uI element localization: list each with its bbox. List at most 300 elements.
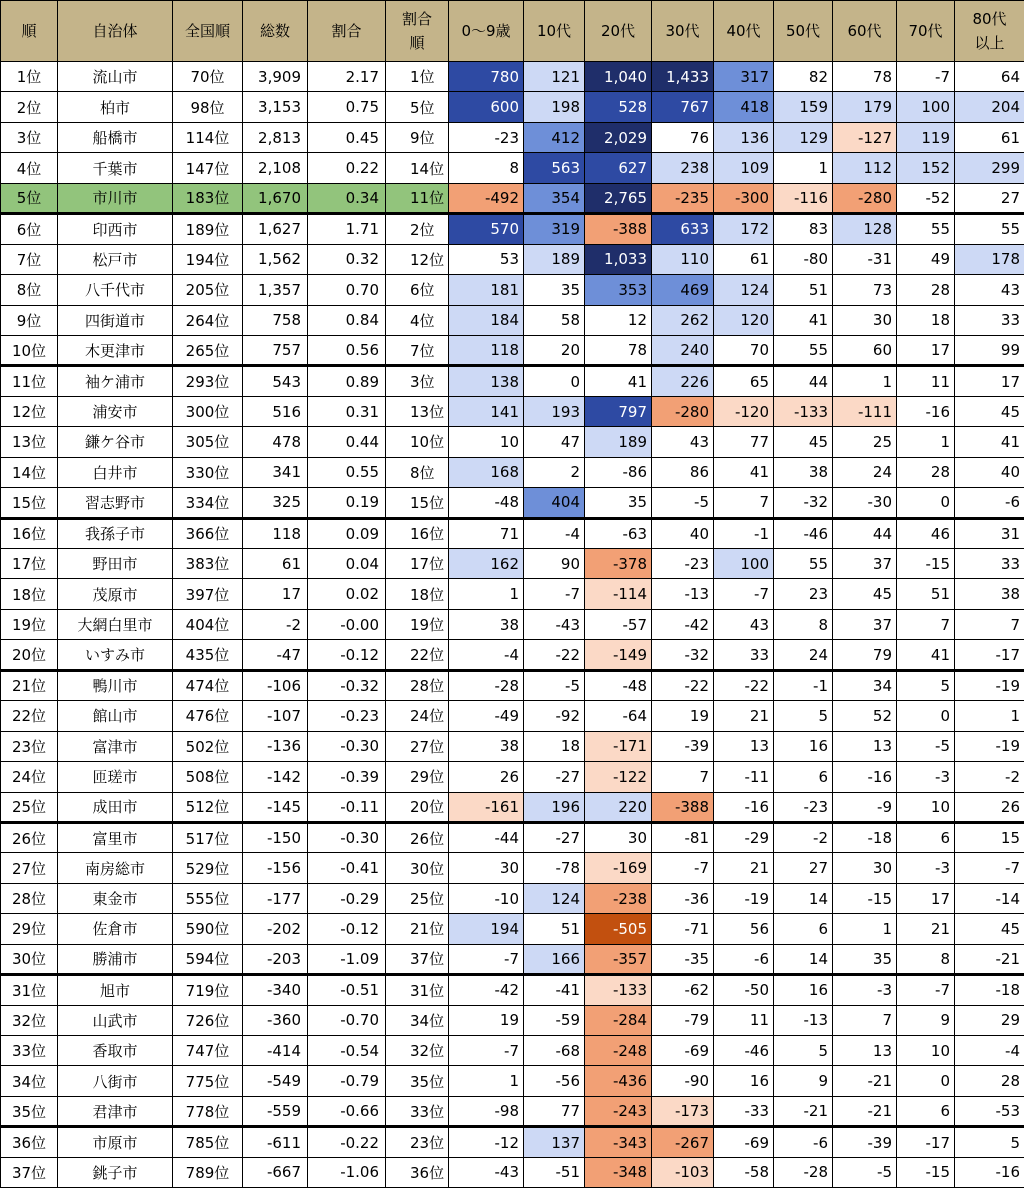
table-cell: 15位 bbox=[386, 488, 449, 518]
table-cell: 25位 bbox=[1, 792, 58, 822]
table-cell: -414 bbox=[243, 1036, 308, 1066]
table-cell: 47 bbox=[524, 427, 585, 457]
table-cell: 789位 bbox=[173, 1157, 243, 1187]
table-cell: 0.04 bbox=[308, 549, 386, 579]
table-cell: -42 bbox=[652, 609, 714, 639]
table-cell: 32位 bbox=[1, 1005, 58, 1035]
table-cell: 35 bbox=[585, 488, 652, 518]
table-cell: 18位 bbox=[1, 579, 58, 609]
table-cell: 17 bbox=[955, 366, 1024, 396]
column-header: 総数 bbox=[243, 1, 308, 62]
table-cell: 0.32 bbox=[308, 244, 386, 274]
table-cell: -611 bbox=[243, 1127, 308, 1157]
table-cell: -79 bbox=[652, 1005, 714, 1035]
table-cell: -18 bbox=[833, 822, 897, 852]
table-cell: -340 bbox=[243, 975, 308, 1005]
table-cell: 17 bbox=[897, 883, 955, 913]
table-cell: 柏市 bbox=[58, 92, 173, 122]
table-cell: -343 bbox=[585, 1127, 652, 1157]
table-cell: -59 bbox=[524, 1005, 585, 1035]
table-cell: -63 bbox=[585, 518, 652, 548]
table-cell: 18 bbox=[897, 305, 955, 335]
table-cell: 633 bbox=[652, 214, 714, 244]
table-cell: -348 bbox=[585, 1157, 652, 1187]
table-cell: 319 bbox=[524, 214, 585, 244]
table-cell: -86 bbox=[585, 457, 652, 487]
table-cell: 65 bbox=[714, 366, 774, 396]
table-cell: 9 bbox=[897, 1005, 955, 1035]
table-cell: 0.19 bbox=[308, 488, 386, 518]
table-row bbox=[1, 1096, 1024, 1126]
table-row bbox=[1, 975, 1024, 1005]
table-cell: 13位 bbox=[386, 396, 449, 426]
table-cell: 32位 bbox=[386, 1036, 449, 1066]
table-cell: -145 bbox=[243, 792, 308, 822]
table-cell: -5 bbox=[652, 488, 714, 518]
table-cell: 1 bbox=[833, 914, 897, 944]
table-cell: -32 bbox=[774, 488, 833, 518]
table-cell: 18位 bbox=[386, 579, 449, 609]
table-cell: 262 bbox=[652, 305, 714, 335]
table-cell: 300位 bbox=[173, 396, 243, 426]
table-cell: 172 bbox=[714, 214, 774, 244]
table-cell: -13 bbox=[652, 579, 714, 609]
table-cell: 0.02 bbox=[308, 579, 386, 609]
table-cell: -31 bbox=[833, 244, 897, 274]
table-cell: -5 bbox=[524, 670, 585, 700]
table-cell: -7 bbox=[652, 853, 714, 883]
table-cell: 40 bbox=[652, 518, 714, 548]
table-cell: 138 bbox=[449, 366, 524, 396]
table-cell: -43 bbox=[449, 1157, 524, 1187]
table-cell: 397位 bbox=[173, 579, 243, 609]
table-cell: 10 bbox=[897, 1036, 955, 1066]
table-row bbox=[1, 366, 1024, 396]
table-cell: 26 bbox=[449, 762, 524, 792]
table-cell: 33位 bbox=[1, 1036, 58, 1066]
table-cell: 780 bbox=[449, 62, 524, 92]
table-cell: 82 bbox=[774, 62, 833, 92]
table-cell: -5 bbox=[897, 731, 955, 761]
table-cell: 58 bbox=[524, 305, 585, 335]
table-cell: -1 bbox=[714, 518, 774, 548]
table-cell: 78 bbox=[833, 62, 897, 92]
table-cell: -127 bbox=[833, 122, 897, 152]
table-cell: -173 bbox=[652, 1096, 714, 1126]
table-cell: 千葉市 bbox=[58, 153, 173, 183]
table-cell: -114 bbox=[585, 579, 652, 609]
table-cell: 2 bbox=[524, 457, 585, 487]
table-cell: 成田市 bbox=[58, 792, 173, 822]
table-cell: 10 bbox=[449, 427, 524, 457]
table-cell: 34 bbox=[833, 670, 897, 700]
table-cell: 121 bbox=[524, 62, 585, 92]
table-cell: 0.45 bbox=[308, 122, 386, 152]
column-header: 60代 bbox=[833, 1, 897, 62]
table-cell: 21位 bbox=[386, 914, 449, 944]
table-cell: 767 bbox=[652, 92, 714, 122]
table-cell: 旭市 bbox=[58, 975, 173, 1005]
table-cell: -16 bbox=[897, 396, 955, 426]
table-cell: 305位 bbox=[173, 427, 243, 457]
table-cell: -47 bbox=[243, 640, 308, 670]
table-cell: 0.56 bbox=[308, 335, 386, 365]
table-cell: -30 bbox=[833, 488, 897, 518]
table-cell: -22 bbox=[714, 670, 774, 700]
table-cell: 129 bbox=[774, 122, 833, 152]
table-cell: -9 bbox=[833, 792, 897, 822]
table-cell: 189 bbox=[585, 427, 652, 457]
table-cell: 41 bbox=[774, 305, 833, 335]
table-cell: -161 bbox=[449, 792, 524, 822]
table-cell: 9位 bbox=[1, 305, 58, 335]
table-cell: 28 bbox=[897, 275, 955, 305]
table-cell: 23 bbox=[774, 579, 833, 609]
table-cell: 141 bbox=[449, 396, 524, 426]
table-cell: -4 bbox=[524, 518, 585, 548]
table-cell: 28 bbox=[955, 1066, 1024, 1096]
table-cell: 594位 bbox=[173, 944, 243, 974]
column-header: 50代 bbox=[774, 1, 833, 62]
column-header: 順 bbox=[1, 1, 58, 62]
table-cell: 6 bbox=[774, 914, 833, 944]
table-cell: -14 bbox=[955, 883, 1024, 913]
table-cell: 25 bbox=[833, 427, 897, 457]
table-cell: 鴨川市 bbox=[58, 670, 173, 700]
table-cell: -0.29 bbox=[308, 883, 386, 913]
table-cell: -103 bbox=[652, 1157, 714, 1187]
table-cell: 10位 bbox=[386, 427, 449, 457]
table-cell: 40 bbox=[955, 457, 1024, 487]
table-cell: 野田市 bbox=[58, 549, 173, 579]
table-cell: 35 bbox=[833, 944, 897, 974]
table-row bbox=[1, 335, 1024, 365]
table-cell: 43 bbox=[955, 275, 1024, 305]
table-cell: -21 bbox=[955, 944, 1024, 974]
table-cell: 印西市 bbox=[58, 214, 173, 244]
table-cell: 83 bbox=[774, 214, 833, 244]
table-cell: -203 bbox=[243, 944, 308, 974]
table-cell: 7 bbox=[955, 609, 1024, 639]
table-cell: 7 bbox=[897, 609, 955, 639]
table-cell: 529位 bbox=[173, 853, 243, 883]
table-cell: -28 bbox=[774, 1157, 833, 1187]
table-cell: 162 bbox=[449, 549, 524, 579]
table-cell: -0.41 bbox=[308, 853, 386, 883]
table-cell: 51 bbox=[524, 914, 585, 944]
table-cell: 56 bbox=[714, 914, 774, 944]
table-cell: いすみ市 bbox=[58, 640, 173, 670]
table-cell: 120 bbox=[714, 305, 774, 335]
table-cell: 30位 bbox=[1, 944, 58, 974]
table-row bbox=[1, 822, 1024, 852]
table-cell: -36 bbox=[652, 883, 714, 913]
table-cell: 70位 bbox=[173, 62, 243, 92]
table-cell: 16位 bbox=[386, 518, 449, 548]
table-cell: 17位 bbox=[386, 549, 449, 579]
table-cell: 205位 bbox=[173, 275, 243, 305]
table-cell: 31位 bbox=[386, 975, 449, 1005]
table-row bbox=[1, 457, 1024, 487]
table-cell: -1.09 bbox=[308, 944, 386, 974]
table-cell: 33位 bbox=[386, 1096, 449, 1126]
table-cell: 15 bbox=[955, 822, 1024, 852]
table-cell: -78 bbox=[524, 853, 585, 883]
table-cell: 11位 bbox=[386, 183, 449, 213]
table-cell: 1,357 bbox=[243, 275, 308, 305]
table-cell: -7 bbox=[449, 1036, 524, 1066]
table-cell: 193 bbox=[524, 396, 585, 426]
table-cell: 29 bbox=[955, 1005, 1024, 1035]
table-cell: 757 bbox=[243, 335, 308, 365]
table-cell: -149 bbox=[585, 640, 652, 670]
table-cell: 2,813 bbox=[243, 122, 308, 152]
table-cell: 8 bbox=[774, 609, 833, 639]
table-cell: -12 bbox=[449, 1127, 524, 1157]
table-cell: -169 bbox=[585, 853, 652, 883]
table-cell: -171 bbox=[585, 731, 652, 761]
table-cell: 習志野市 bbox=[58, 488, 173, 518]
table-cell: 28 bbox=[897, 457, 955, 487]
table-cell: 469 bbox=[652, 275, 714, 305]
table-cell: 71 bbox=[449, 518, 524, 548]
table-cell: 435位 bbox=[173, 640, 243, 670]
table-cell: 1 bbox=[774, 153, 833, 183]
table-cell: 73 bbox=[833, 275, 897, 305]
table-cell: 17 bbox=[897, 335, 955, 365]
table-cell: 22位 bbox=[1, 701, 58, 731]
table-cell: 30 bbox=[833, 305, 897, 335]
table-cell: 1 bbox=[897, 427, 955, 457]
column-header: 自治体 bbox=[58, 1, 173, 62]
table-cell: 226 bbox=[652, 366, 714, 396]
table-cell: 船橋市 bbox=[58, 122, 173, 152]
table-cell: 330位 bbox=[173, 457, 243, 487]
table-cell: 茂原市 bbox=[58, 579, 173, 609]
table-cell: -136 bbox=[243, 731, 308, 761]
table-cell: 1.71 bbox=[308, 214, 386, 244]
table-cell: -238 bbox=[585, 883, 652, 913]
table-cell: -33 bbox=[714, 1096, 774, 1126]
table-cell: 119 bbox=[897, 122, 955, 152]
table-cell: -57 bbox=[585, 609, 652, 639]
table-cell: 四街道市 bbox=[58, 305, 173, 335]
table-cell: 34位 bbox=[1, 1066, 58, 1096]
table-row bbox=[1, 62, 1024, 92]
table-cell: 35位 bbox=[386, 1066, 449, 1096]
table-cell: 317 bbox=[714, 62, 774, 92]
table-cell: -81 bbox=[652, 822, 714, 852]
table-cell: 508位 bbox=[173, 762, 243, 792]
table-cell: 25位 bbox=[386, 883, 449, 913]
table-cell: -378 bbox=[585, 549, 652, 579]
table-cell: 49 bbox=[897, 244, 955, 274]
table-cell: 118 bbox=[243, 518, 308, 548]
table-cell: 183位 bbox=[173, 183, 243, 213]
table-cell: -559 bbox=[243, 1096, 308, 1126]
table-cell: 474位 bbox=[173, 670, 243, 700]
table-cell: 33 bbox=[955, 305, 1024, 335]
table-cell: 袖ケ浦市 bbox=[58, 366, 173, 396]
table-cell: 23位 bbox=[1, 731, 58, 761]
table-cell: 4位 bbox=[386, 305, 449, 335]
table-cell: -667 bbox=[243, 1157, 308, 1187]
table-cell: 600 bbox=[449, 92, 524, 122]
table-cell: 45 bbox=[833, 579, 897, 609]
table-cell: 76 bbox=[652, 122, 714, 152]
table-cell: 3位 bbox=[386, 366, 449, 396]
table-cell: 194位 bbox=[173, 244, 243, 274]
table-cell: 44 bbox=[774, 366, 833, 396]
table-cell: 775位 bbox=[173, 1066, 243, 1096]
table-cell: 353 bbox=[585, 275, 652, 305]
table-cell: -284 bbox=[585, 1005, 652, 1035]
table-cell: 90 bbox=[524, 549, 585, 579]
table-cell: 189 bbox=[524, 244, 585, 274]
table-cell: 流山市 bbox=[58, 62, 173, 92]
table-row bbox=[1, 427, 1024, 457]
table-cell: -1 bbox=[774, 670, 833, 700]
table-cell: 41 bbox=[955, 427, 1024, 457]
table-cell: -23 bbox=[449, 122, 524, 152]
table-cell: 我孫子市 bbox=[58, 518, 173, 548]
table-cell: 11 bbox=[714, 1005, 774, 1035]
table-cell: 6位 bbox=[1, 214, 58, 244]
table-cell: 34位 bbox=[386, 1005, 449, 1035]
table-cell: 11位 bbox=[1, 366, 58, 396]
table-cell: 45 bbox=[955, 396, 1024, 426]
table-cell: 77 bbox=[524, 1096, 585, 1126]
table-cell: 21 bbox=[714, 701, 774, 731]
table-cell: -0.32 bbox=[308, 670, 386, 700]
table-cell: 55 bbox=[897, 214, 955, 244]
table-cell: 189位 bbox=[173, 214, 243, 244]
table-cell: -492 bbox=[449, 183, 524, 213]
table-cell: 194 bbox=[449, 914, 524, 944]
table-cell: 1 bbox=[833, 366, 897, 396]
table-cell: 35位 bbox=[1, 1096, 58, 1126]
table-cell: 100 bbox=[714, 549, 774, 579]
table-cell: 238 bbox=[652, 153, 714, 183]
table-cell: 52 bbox=[833, 701, 897, 731]
table-cell: 14 bbox=[774, 944, 833, 974]
table-cell: 43 bbox=[652, 427, 714, 457]
table-row bbox=[1, 670, 1024, 700]
table-row bbox=[1, 214, 1024, 244]
table-cell: -52 bbox=[897, 183, 955, 213]
table-cell: -0.11 bbox=[308, 792, 386, 822]
table-cell: 204 bbox=[955, 92, 1024, 122]
table-cell: -6 bbox=[774, 1127, 833, 1157]
table-cell: 28位 bbox=[386, 670, 449, 700]
table-cell: 366位 bbox=[173, 518, 243, 548]
table-cell: -5 bbox=[833, 1157, 897, 1187]
table-cell: 30 bbox=[585, 822, 652, 852]
table-cell: 36位 bbox=[386, 1157, 449, 1187]
table-cell: -0.00 bbox=[308, 609, 386, 639]
table-cell: 13 bbox=[833, 1036, 897, 1066]
table-cell: 市川市 bbox=[58, 183, 173, 213]
table-cell: -133 bbox=[774, 396, 833, 426]
table-cell: 3,909 bbox=[243, 62, 308, 92]
table-cell: 19位 bbox=[386, 609, 449, 639]
table-row bbox=[1, 1066, 1024, 1096]
table-cell: 6位 bbox=[386, 275, 449, 305]
column-header: 20代 bbox=[585, 1, 652, 62]
table-cell: -3 bbox=[833, 975, 897, 1005]
table-cell: -107 bbox=[243, 701, 308, 731]
table-cell: 17 bbox=[243, 579, 308, 609]
table-cell: 0.55 bbox=[308, 457, 386, 487]
table-cell: 7 bbox=[652, 762, 714, 792]
table-cell: 20位 bbox=[1, 640, 58, 670]
table-row bbox=[1, 883, 1024, 913]
table-cell: 61 bbox=[714, 244, 774, 274]
table-cell: -133 bbox=[585, 975, 652, 1005]
table-cell: 1 bbox=[449, 579, 524, 609]
table-cell: -17 bbox=[955, 640, 1024, 670]
table-cell: 富津市 bbox=[58, 731, 173, 761]
table-cell: -156 bbox=[243, 853, 308, 883]
table-cell: 79 bbox=[833, 640, 897, 670]
table-cell: 2,108 bbox=[243, 153, 308, 183]
table-cell: 341 bbox=[243, 457, 308, 487]
table-cell: 543 bbox=[243, 366, 308, 396]
table-cell: -280 bbox=[652, 396, 714, 426]
table-cell: 木更津市 bbox=[58, 335, 173, 365]
table-cell: -7 bbox=[897, 62, 955, 92]
table-cell: 0 bbox=[524, 366, 585, 396]
table-cell: 7 bbox=[833, 1005, 897, 1035]
table-cell: 55 bbox=[774, 335, 833, 365]
table-cell: -21 bbox=[833, 1096, 897, 1126]
table-cell: -44 bbox=[449, 822, 524, 852]
table-cell: 21 bbox=[897, 914, 955, 944]
table-cell: -71 bbox=[652, 914, 714, 944]
table-cell: 浦安市 bbox=[58, 396, 173, 426]
table-cell: 7 bbox=[714, 488, 774, 518]
table-cell: 383位 bbox=[173, 549, 243, 579]
table-cell: -15 bbox=[833, 883, 897, 913]
table-cell: 30 bbox=[449, 853, 524, 883]
table-cell: 24位 bbox=[386, 701, 449, 731]
table-cell: 13位 bbox=[1, 427, 58, 457]
table-cell: 412 bbox=[524, 122, 585, 152]
table-cell: -2 bbox=[243, 609, 308, 639]
table-cell: 佐倉市 bbox=[58, 914, 173, 944]
table-cell: -549 bbox=[243, 1066, 308, 1096]
table-cell: 9 bbox=[774, 1066, 833, 1096]
table-cell: 8位 bbox=[1, 275, 58, 305]
table-cell: 1 bbox=[955, 701, 1024, 731]
table-cell: 君津市 bbox=[58, 1096, 173, 1126]
table-cell: -0.22 bbox=[308, 1127, 386, 1157]
table-cell: 53 bbox=[449, 244, 524, 274]
table-cell: 512位 bbox=[173, 792, 243, 822]
table-cell: 3,153 bbox=[243, 92, 308, 122]
table-row bbox=[1, 396, 1024, 426]
table-cell: 5位 bbox=[386, 92, 449, 122]
table-cell: -15 bbox=[897, 549, 955, 579]
table-cell: -142 bbox=[243, 762, 308, 792]
table-cell: 10 bbox=[897, 792, 955, 822]
table-cell: 0.22 bbox=[308, 153, 386, 183]
table-cell: -53 bbox=[955, 1096, 1024, 1126]
table-row bbox=[1, 1036, 1024, 1066]
column-header: 70代 bbox=[897, 1, 955, 62]
table-row bbox=[1, 92, 1024, 122]
table-cell: -120 bbox=[714, 396, 774, 426]
